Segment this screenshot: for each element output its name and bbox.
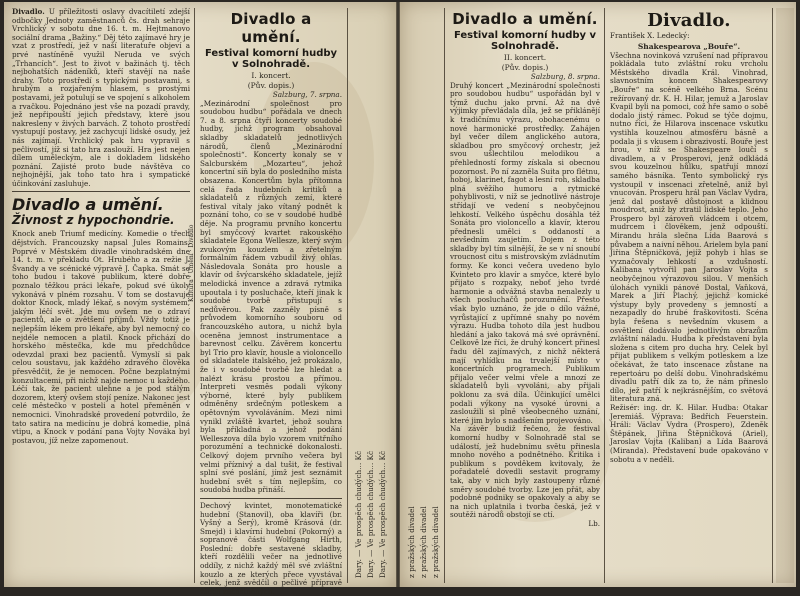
column-divider [12, 191, 190, 192]
vertical-column [351, 8, 393, 583]
concert-number: I. koncert. [251, 71, 291, 80]
article-body: Druhý koncert „Mezinárodní společnosti pro soudobou hudbu“ uspořádán byl v týmž duchu jako první. Až na dvě výjimky převládala díla, jež se přiklánějí k tradičnímu výrazu, obohacenému o nové harmonické prostředky. Zahájen byl večer dílem anglického autora, skladbou pro smyčcový orchestr, jež svou ušlechtilou melodikou a přehledností formy získala si obecnou pozornost. Po ní zazněla Suita pro flétnu, hoboj, klarinet, fagot a lesní roh, skladba plná svěžího humoru a rytmické pohyblivosti, v níž se jednotlivé nástroje střídají ve vedení s neobyčejnou lehkostí. Velkého úspěchu dosáhla též Sonáta pro violoncello a klavír, kterou přednesli umělci s oddaností a nevšedním zaujetím. Dojem z této skladby byl tím silnější, že se v ní snoubí vroucnost citu s mistrovským zvládnutím formy. Ke konci večera uvedeno bylo Kvinteto pro klavír a smyčce, které bylo přijato s rozpaky, neboť jeho tvrdé harmonie a odvážná stavba nenalezly u všech posluchačů porozumění. Přesto však bylo uznáno, že jde o dílo vážné, vyrůstající z upřímné snahy po novém výrazu. Hudba tohoto díla jest hudbou hledání a jako taková má své oprávnění. Celkově lze říci, že druhý koncert přinesl řadu děl zajímavých, z nichž některá mají vyhlídku na trvalejší místo v koncertních programech. Publikum přijalo večer velmi vřele a mnozí ze skladatelů byli vyvoláni, aby přijali poklonu za svá díla. Účinkující umělci podali výkony na vysoké úrovni a zasloužili si plně všeobecného uznání, které jim bylo s nadšením projevováno. [450, 80, 600, 425]
column-d [610, 8, 768, 583]
article-title: Festival komorní hudby v Solnohradě. [204, 48, 338, 70]
column-a [12, 8, 190, 583]
vertical-text: Dary. — Ve prospěch chudých… Kč [366, 450, 375, 578]
section-title: Divadlo a umění. [230, 10, 312, 46]
divadlo-article [12, 8, 190, 188]
article-body: Všechna novinková vzrušení nad přípravou pokládala tuto zvláštní roku vrcholu Městského divadla Král. Vinohrad, slavnostním koncem Shakespearovy „Bouře“ na scéně velkého Brna. Scénu režírovaný dr. K. H. Hilar, jemuž a Jaroslav Kvapil byli na pomoci, což hře samo o sobě dodalo jistý rámec. Pokud se týče dojmu, nutno říci, že Hilarova inscenace vskutku vystihla kouzelnou atmosféru básně a podala ji s vkusem i obrazivostí. Bouře jest hrou, v níž se Shakespeare loučí s divadlem, a v Prosperovi, jenž odkládá svou kouzelnou hůlku, spatřují mnozí samého básníka. Tento symbolický rys vystoupil v inscenaci zřetelně, aniž byl vnucován. Prosperu hrál pan Václav Vydra, jenž dal postavě důstojnost a klidnou moudrost, aniž by ztratil lidské teplo. Jeho Prospero byl zároveň vládcem i otcem, mudrcem i člověkem, jenž odpouští. Mirandu hrála slečna Lída Baarová s půvabem a naivní něhou. Arielem byla paní Jiřina Štěpničková, jejíž pohyb i hlas se vyznačovaly lehkostí a vzdušností. Kalibana vytvořil pan Jaroslav Vojta s neobyčejnou výrazovou silou. V menších úlohách vynikli pánové Dostal, Vaňková, Marek a Jiří Plachý, jejichž komické výstupy byly provedeny s jemností a nezapadly do hrubé fraškovitosti. Scéna byla řešena s nevšedním vkusem a osvětlení dodávalo jednotlivým obrazům zvláštní náladu. Hudba k představení byla složena s citem pro ducha hry. Celek byl přijat publikem s velkým potleskem a lze očekávat, že tato inscenace zůstane na repertoáru po delší dobu. Vinohradskému divadlu patří dík za to, že nám přineslo dílo, jež patří k nejkrásnějším, co světová literatura zná. [610, 50, 768, 404]
article-body: Dechový kvintet, monotematické hudební (Stanovil), oba klavíři (br. Vyšný a Šerý), kromě Krásová (dr. Smejd) i klavírní hudební (Pokorný) a sopranové části Wolfgang Hirth, Poslední: dobře sestavené skladby, kteří rozdělili večer na jednotlivé oddíly, z nichž každý měl své zvláštní kouzlo a ze kterých přece vyvstával celek, jenž svědčil o pečlivé přípravě všech zúčastněných. [200, 500, 342, 596]
column-c [450, 8, 600, 583]
newspaper-spread [4, 2, 796, 596]
dateline: Salzburg, 7. srpna. [272, 90, 342, 99]
byline: (Pův. dopis.) [247, 81, 295, 90]
right-page [400, 2, 796, 587]
section-title: Divadlo. [647, 10, 731, 31]
article-heading: Divadlo. [12, 7, 45, 16]
work-title: Shakespearova „Bouře“. [637, 41, 741, 51]
margin-text: Kultura · Umění · Divadlo [188, 224, 195, 302]
page-edge [776, 8, 794, 583]
vertical-text: z pražských divadel [419, 506, 428, 578]
article-body: „Mezinárodní společnost pro soudobou hudbu“ pořádala ve dnech 7. a 8. srpna čtyři koncerty soudobé hudby, jichž program obsahoval skladby skladatelů jednotlivých národů, členů „Mezinárodní společnosti“. Koncerty konaly se v Salcburském „Mozarteu“, jehož koncertní síň byla do posledního místa obsazena. Koncertům byla přítomna celá řada hudebních kritiků a skladatelů z různých zemí, které festival vítaly jako vítaný podnět k poznání toho, co se v soudobé hudbě děje. Na programu prvního koncertu byl smyčcový kvartet rakouského skladatele Egona Wellesze, který svým zvukovým kouzlem a zřetelným formálním řádem vzbudil živý ohlas. Následovala Sonáta pro housle a klavír od švýcarského skladatele, jejíž melodická invence a zdravá rytmika upoutala i ty posluchače, kteří jinak k soudobé tvorbě přistupují s nedůvěrou. Pak zazněly písně s průvodem komorního souboru od francouzského autora, u nichž byla oceněna jemnost instrumentace a barevnost celku. Závěrem koncertu byl Trio pro klavír, housle a violoncello od skladatele italského, jež prokázalo, že i v soudobé tvorbě lze hledat a nalézt krásu prostou a přímou. Interpreti vesměs podali výkony výborné, které byly publikem odměněny srdečným potleskem a opětovným vyvoláváním. Mezi nimi vynikl zvláště kvartet, jehož souhra byla příkladná a jehož podání Welleszova díla bylo vzorem vnitřního porozumění a technické dokonalosti. Celkový dojem prvního večera byl velmi příznivý a dal tušit, že festival splní své poslání, jímž jest seznámit hudební svět s tím nejlepším, co soudobá hudba přináší. [200, 98, 342, 495]
vertical-text: Dary. — Ve prospěch chudých… Kč [354, 450, 363, 578]
article-body: Na závěr budiž řečeno, že festival komorní hudby v Solnohradě stal se událostí, jež hudebnímu světu přinesla mnoho nového a podnětného. Kritika i publikum s povděkem kvitovaly, že pořadatelé dovedli sestavit programy tak, aby v nich byly zastoupeny různé směry soudobé tvorby. Lze jen přát, aby podobné podniky se opakovaly a aby se na nich uplatnila i tvorba česká, jež v soutěži národů obstojí se ctí. [450, 424, 600, 520]
column-divider [200, 498, 342, 499]
article-title: Festival komorní hudby v Solnohradě. [453, 30, 597, 52]
signature: Lb. [588, 518, 600, 528]
author-name: František X. Ledecký: [610, 31, 690, 40]
vertical-text: z pražských divadel [407, 506, 416, 578]
column-rule [604, 8, 605, 583]
section-title: Divadlo a umění. [12, 195, 164, 215]
column-b [200, 8, 342, 596]
column-rule [347, 8, 348, 583]
column-rule [772, 8, 773, 583]
article-body: Knock aneb Triumf medicíny. Komedie o třech dějstvích. Francouzsky napsal Jules Romains. Poprvé v Městském divadle vinohradském dne 14. t. m. v překladu Ot. Hrubého a za režie J. Švandy a ve scénické výpravě J. Čapka. Smát se toho budou i takové publikum, které dobře poznalo těžkou práci lékaře, pokud své úkoly vykonává v plném rozsahu. V tom se dostavuje doktor Knock, mladý lékař, s novým systémem, jakým léčí svět. Jde mu ovšem ne o zdraví pacientů, ale o zvětšení příjmů. Vždy totiž je nejlepším lékem pro lékaře, aby byl nemocný co nejdéle nemocen a platil. Knock přichází do horského městečka, kde mu předchůdce odevzdal praxi bez pacientů. Vymyslí si pak celou soustavu, jak každého zdravého člověka přesvědčit, že je nemocen. Počne bezplatnými konzultacemi, při nichž najde nemoc u každého. Léčí tak, že pacient ulehne a je pod stálým dozorem, který ovšem stojí peníze. Nakonec jest celé městečko v posteli a hotel přeměněn v nemocnici. Vinohradské provedení potvrdilo, že tato satira na medicínu je dobrá komedie, plná vtipu, a Knock v podání pana Vojty Nováka byl postavou, jíž nelze zapomenout. [12, 229, 190, 445]
byline: (Pův. dopis.) [501, 63, 549, 72]
concert-number: II. koncert. [503, 53, 547, 62]
vertical-text: z pražských divadel [431, 506, 440, 578]
vertical-column [404, 8, 442, 583]
left-page [4, 2, 396, 596]
section-title: Divadlo a umění. [452, 10, 598, 28]
article-body: U příležitosti oslavy dvacítiletí zdejší odbočky Jednoty zaměstnanců čs. drah sehraje Vrchlický v sobotu dne 16. t. m. Hejtmanovo sociální drama „Bažiny.“ Děj této zajímavé hry je vzat z prostředí, jež v naší literatuře objeví a prvé nastíněně využil Neruda ve svých „Trhancích“. Jest to život v bažinách tj. těch nejbohatších nádeníků, kteří stavějí na naše drahy. Toto prostředí s typickými postavami, s hrubým a rozjařeným hlasem, s prostými postavami, jež potulují se ve spojení s alkoholem a rvačkou. Pojednáno jest vše na pozadí pravdy, jež nepřipouští jejich představy, které jsou nakresleny v živých barvách. Z tohoto prostředí vystupují postavy, jež zachycují lidské osudy, jež nás zajímají. Vrchlický pak hru vypravil s pečlivostí, jíž si tato hra zaslouží. Hra jest nejen dílem uměleckým, ale i dokladem lidského poznání. Zajisté proto bude návštěva co nejhojnější, jak toho tato hra i sympatické účinkování zasluhuje. [12, 7, 190, 188]
vertical-text: Dary. — Ve prospěch chudých… Kč [378, 450, 387, 578]
column-rule [444, 8, 445, 583]
article-body: Režisér: ing. dr. K. Hilar. Hudba: Otakar Jeremiáš. Výprava: Bedřich Feuerstein. Hráli: Václav Vydra (Prospero), Zdeněk Štěpánek, Jiřina Štěpničková (Ariel), Jaroslav Vojta (Kaliban) a Lída Baarová (Miranda). Představení bude opakováno v sobotu a v neděli. [610, 402, 768, 464]
article-title: Živnost z hypochondrie. [12, 213, 175, 228]
dateline: Salzburg, 8. srpna. [530, 72, 600, 81]
